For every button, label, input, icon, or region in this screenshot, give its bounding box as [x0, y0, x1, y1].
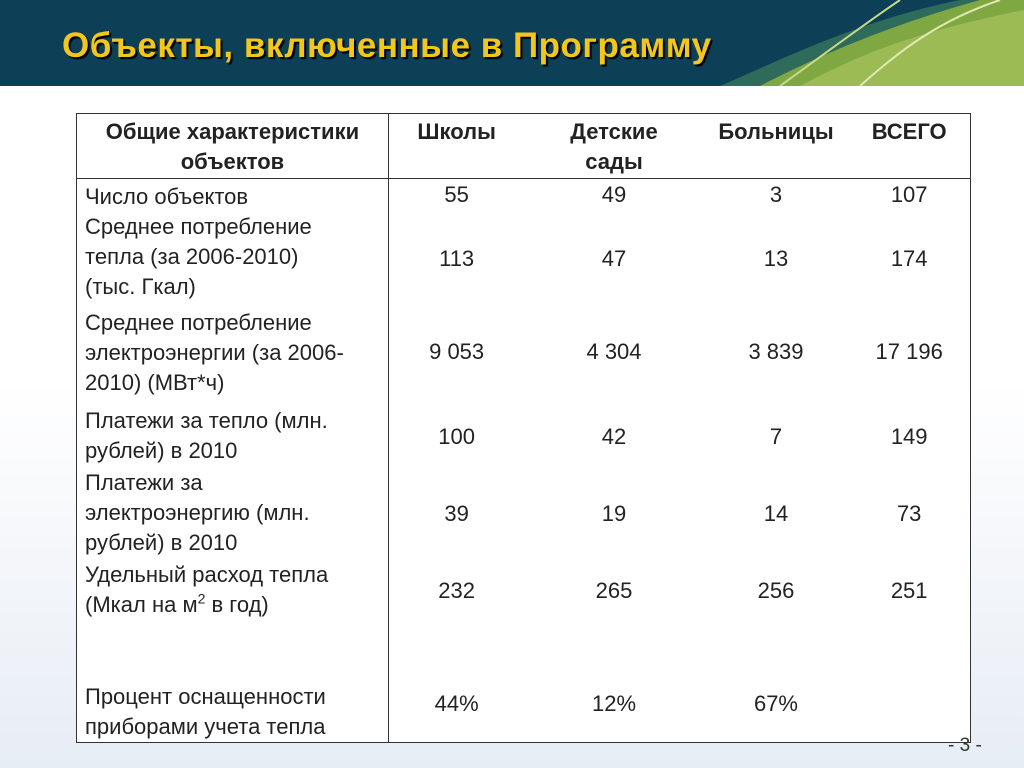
cell-value — [848, 622, 970, 742]
header-line: Общие характеристики — [105, 119, 360, 144]
table-row — [77, 179, 971, 213]
label-line: рублей) в 2010 — [85, 530, 238, 555]
header-line: сады — [585, 149, 643, 174]
label-line: Удельный расход тепла — [85, 562, 329, 587]
header-line: Детские — [570, 119, 658, 144]
cell-value: 39 — [444, 501, 469, 526]
cell-value: 49 — [601, 182, 627, 207]
cell-value: 232 — [438, 578, 475, 603]
header-schools — [388, 114, 524, 179]
objects-table — [76, 113, 971, 743]
header-line: объектов — [180, 149, 285, 174]
label-line: электроэнергии (за 2006- — [85, 340, 344, 365]
cell-value: 14 — [763, 501, 789, 526]
row-label — [77, 179, 389, 213]
label-line: приборами учета тепла — [85, 713, 326, 739]
cell-value: 3 839 — [748, 339, 804, 364]
cell-value: 251 — [890, 578, 928, 603]
table-row — [77, 468, 971, 560]
cell-value: 17 196 — [875, 339, 943, 364]
cell-value: 44% — [434, 690, 479, 716]
header-kindergartens — [524, 114, 703, 179]
row-label — [77, 406, 389, 468]
label-line: Платежи за тепло (млн. — [85, 408, 328, 433]
label-line: Платежи за — [85, 470, 203, 495]
cell-value: 3 — [769, 182, 783, 207]
title-banner — [0, 0, 1024, 86]
header-line: ВСЕГО — [871, 119, 947, 144]
header-characteristics — [77, 114, 389, 179]
table-header-row — [77, 114, 971, 179]
header-hospitals — [704, 114, 849, 179]
table-row — [77, 406, 971, 468]
slide-title: Объекты, включенные в Программу — [62, 26, 712, 65]
label-line: (тыс. Гкал) — [85, 274, 196, 299]
cell-value: 42 — [601, 424, 627, 449]
cell-value: 149 — [890, 424, 928, 449]
label-line: 2010) (МВт*ч) — [85, 370, 225, 395]
cell-value: 113 — [439, 246, 475, 271]
label-line: Процент оснащенности — [85, 683, 326, 709]
label-line: Среднее потребление — [85, 310, 312, 335]
page-number: - 3 - — [948, 735, 982, 756]
table-row — [77, 560, 971, 622]
cell-value: 19 — [601, 501, 627, 526]
cell-value: 13 — [763, 246, 789, 271]
label-line — [85, 590, 384, 620]
cell-value: 67% — [753, 690, 798, 716]
cell-value: 174 — [890, 246, 928, 271]
row-label — [77, 306, 389, 406]
cell-value: 12% — [591, 690, 637, 716]
label-line: электроэнергию (млн. — [85, 500, 310, 525]
row-label — [77, 212, 389, 306]
superscript: 2 — [197, 590, 206, 607]
label-text: (Мкал на м — [85, 592, 198, 617]
cell-value: 265 — [595, 578, 633, 603]
table-row — [77, 212, 971, 306]
cell-value: 55 — [444, 182, 469, 207]
row-label — [77, 468, 389, 560]
cell-value: 47 — [601, 246, 627, 271]
header-total — [848, 114, 970, 179]
table-row — [77, 306, 971, 406]
label-line: рублей) в 2010 — [85, 438, 238, 463]
label-line: Число объектов — [85, 184, 249, 209]
label-line: тепла (за 2006-2010) — [85, 244, 299, 269]
label-text: в год) — [205, 592, 269, 617]
cell-value: 73 — [896, 501, 922, 526]
cell-value: 9 053 — [429, 339, 485, 364]
row-label — [77, 560, 389, 622]
label-line: Среднее потребление — [85, 214, 312, 239]
row-label — [77, 622, 389, 742]
cell-value: 7 — [769, 424, 783, 449]
cell-value: 107 — [890, 182, 928, 207]
header-line: Больницы — [718, 119, 834, 144]
header-line: Школы — [417, 119, 496, 144]
cell-value: 100 — [438, 424, 475, 449]
table-row — [77, 622, 971, 742]
cell-value: 4 304 — [586, 339, 642, 364]
cell-value: 256 — [757, 578, 795, 603]
